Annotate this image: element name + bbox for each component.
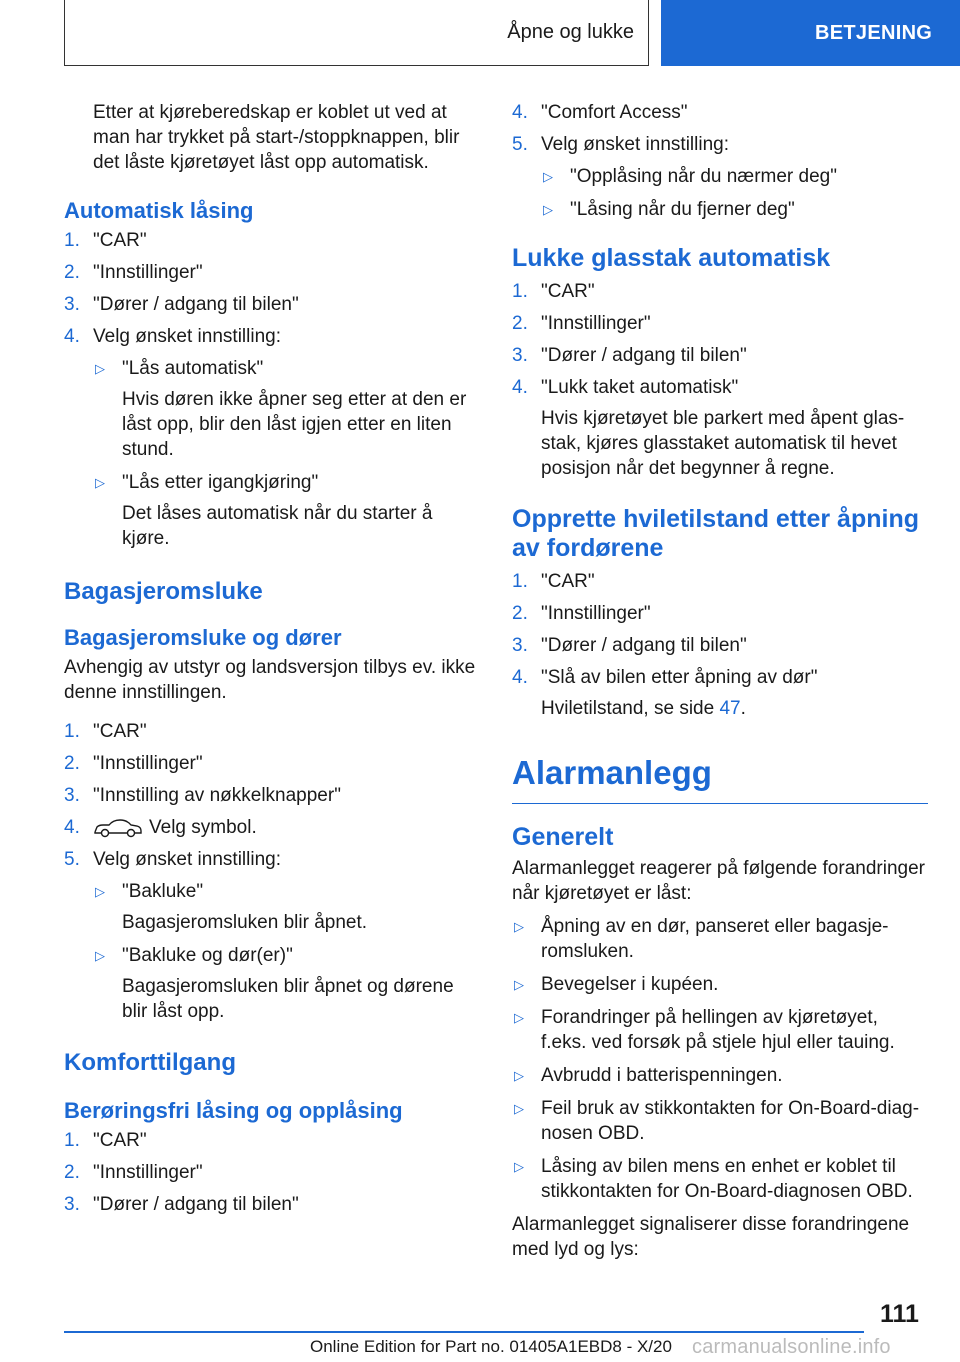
watermark: carmanualsonline.info bbox=[692, 1336, 891, 1358]
triangle-bullet-icon: ▷ bbox=[514, 977, 524, 992]
list-item: 3. "Dører / adgang til bilen" bbox=[512, 635, 747, 656]
list-item: 3. "Dører / adgang til bilen" bbox=[64, 1194, 299, 1215]
comfort-steps bbox=[64, 1128, 479, 1217]
trunk-steps bbox=[64, 719, 479, 1024]
list-item: 1. "CAR" bbox=[512, 571, 595, 592]
list-item: 4. Velg symbol. bbox=[64, 817, 257, 838]
list-item: 4. "Comfort Access" bbox=[512, 102, 688, 123]
footer-divider bbox=[64, 1331, 864, 1333]
list-item: 2. "Innstillinger" bbox=[64, 1162, 203, 1183]
list-item: 2. "Innstillinger" bbox=[64, 753, 203, 774]
list-item: 3. "Dører / adgang til bilen" bbox=[512, 345, 747, 366]
list-item: 1. "CAR" bbox=[512, 281, 595, 302]
triangle-bullet-icon: ▷ bbox=[95, 948, 105, 963]
subheading-keyless: Berøringsfri låsing og opplåsing bbox=[64, 1098, 403, 1123]
option-description: Bagasjeromsluken blir åpnet. bbox=[122, 912, 368, 933]
list-item: ▷ Bevegelser i kupéen. bbox=[514, 974, 719, 995]
alarm-outro: Alarmanlegget signaliserer disse forandringene med lyd og lys: bbox=[512, 1214, 910, 1260]
list-item: ▷ Forandringer på hellingen av kjøretøyet, f.eks. ved forsøk på stjele hjul eller tauing. bbox=[514, 1007, 895, 1053]
heading-alarm: Alarmanlegg bbox=[512, 753, 928, 804]
heading-comfort: Komforttilgang bbox=[64, 1049, 236, 1076]
triangle-bullet-icon: ▷ bbox=[95, 475, 105, 490]
triangle-bullet-icon: ▷ bbox=[95, 884, 105, 899]
option-item: ▷ "Lås etter igangkjøring" Det låses automatisk når du starter å kjøre. bbox=[93, 470, 479, 551]
option-description: Det låses automatisk når du starter å kjøre. bbox=[122, 503, 433, 549]
auto-lock-steps bbox=[64, 228, 479, 551]
list-item: 5. Velg ønsket innstilling: ▷ "Opplåsing når du nærmer deg" ▷ "Låsing når du fjerner deg" bbox=[512, 132, 928, 222]
chapter-tab: BETJENING bbox=[661, 0, 960, 66]
step-description: Hvis kjøretøyet ble parkert med åpent glas-stak, kjøres glasstaket automatisk til hevet posisjon når det begynner å regne. bbox=[541, 408, 905, 479]
heading-trunk: Bagasjeromsluke bbox=[64, 578, 263, 605]
intro-paragraph: Etter at kjøreberedskap er koblet ut ved at man har trykket på start-/stoppknappen, blir det låste kjøretøyet låst opp automatisk. bbox=[93, 102, 460, 173]
triangle-bullet-icon: ▷ bbox=[95, 361, 105, 376]
triangle-bullet-icon: ▷ bbox=[543, 202, 553, 217]
triangle-bullet-icon: ▷ bbox=[514, 1068, 524, 1083]
list-item: 4. "Slå av bilen etter åpning av dør" Hviletilstand, se side 47. bbox=[512, 665, 928, 721]
option-item: ▷ "Låsing når du fjerner deg" bbox=[543, 199, 795, 220]
page-reference-link[interactable]: 47 bbox=[719, 698, 741, 719]
step-description: Hviletilstand, se side 47. bbox=[541, 698, 746, 719]
page-number: 111 bbox=[880, 1300, 919, 1328]
list-item: 4. Velg ønsket innstilling: ▷ "Lås automatisk" Hvis døren ikke åpner seg etter at den er låst opp, blir den låst igjen etter en liten stund. ▷ "Lås etter igangkjøring" Det låses automatisk når du starter å kjøre. bbox=[64, 324, 479, 551]
subheading-trunk-doors: Bagasjeromsluke og dører bbox=[64, 625, 342, 650]
heading-auto-lock: Automatisk låsing bbox=[64, 198, 254, 223]
list-item: ▷ Feil bruk av stikkontakten for On-Board-diag-nosen OBD. bbox=[514, 1098, 920, 1144]
list-item: ▷ Avbrudd i batterispenningen. bbox=[514, 1065, 783, 1086]
trunk-intro: Avhengig av utstyr og landsversjon tilbys ev. ikke denne innstillingen. bbox=[64, 657, 476, 703]
list-item: 5. Velg ønsket innstilling: ▷ "Bakluke" Bagasjeromsluken blir åpnet. ▷ "Bakluke og dør(er)" Bagasjeromsluken blir åpnet og dørene blir låst opp. bbox=[64, 847, 479, 1024]
list-item: 1. "CAR" bbox=[64, 230, 147, 251]
left-column bbox=[64, 100, 479, 1224]
list-item: 2. "Innstillinger" bbox=[512, 603, 651, 624]
list-item: 1. "CAR" bbox=[64, 1130, 147, 1151]
option-item: ▷ "Bakluke og dør(er)" Bagasjeromsluken blir åpnet og dørene blir låst opp. bbox=[93, 943, 479, 1024]
car-key-icon bbox=[93, 817, 143, 839]
list-item: 2. "Innstillinger" bbox=[512, 313, 651, 334]
triangle-bullet-icon: ▷ bbox=[514, 1010, 524, 1025]
option-item: ▷ "Opplåsing når du nærmer deg" bbox=[543, 166, 837, 187]
right-column bbox=[512, 100, 928, 1270]
heading-rest-state: Opprette hviletilstand etter åpning av fordørene bbox=[512, 505, 919, 562]
list-item: 3. "Innstilling av nøkkelknapper" bbox=[64, 785, 341, 806]
edition-text: Online Edition for Part no. 01405A1EBD8 - X/20 bbox=[310, 1337, 672, 1356]
heading-sunroof: Lukke glasstak automatisk bbox=[512, 244, 831, 272]
option-description: Bagasjeromsluken blir åpnet og dørene blir låst opp. bbox=[122, 976, 454, 1022]
sunroof-steps bbox=[512, 279, 928, 481]
option-item: ▷ "Bakluke" Bagasjeromsluken blir åpnet. bbox=[93, 879, 479, 935]
list-item: 2. "Innstillinger" bbox=[64, 262, 203, 283]
triangle-bullet-icon: ▷ bbox=[514, 1159, 524, 1174]
option-item: ▷ "Lås automatisk" Hvis døren ikke åpner seg etter at den er låst opp, blir den låst igjen etter en liten stund. bbox=[93, 356, 479, 462]
rest-steps bbox=[512, 569, 928, 721]
list-item: ▷ Låsing av bilen mens en enhet er koblet til stikkontakten for On-Board-diagnosen OBD. bbox=[514, 1156, 913, 1202]
list-item: 4. "Lukk taket automatisk" Hvis kjøretøyet ble parkert med åpent glas-stak, kjøres glasstaket automatisk til hevet posisjon når det begynner å regne. bbox=[512, 375, 928, 481]
page-header bbox=[0, 0, 960, 66]
list-item: 3. "Dører / adgang til bilen" bbox=[64, 294, 299, 315]
alarm-intro: Alarmanlegget reagerer på følgende forandringer når kjøretøyet er låst: bbox=[512, 858, 925, 904]
section-title: Åpne og lukke bbox=[64, 0, 649, 66]
subheading-general: Generelt bbox=[512, 823, 614, 851]
list-item: ▷ Åpning av en dør, panseret eller bagasje-romsluken. bbox=[514, 916, 889, 962]
option-description: Hvis døren ikke åpner seg etter at den er låst opp, blir den låst igjen etter en liten stund. bbox=[122, 389, 467, 460]
triangle-bullet-icon: ▷ bbox=[514, 1101, 524, 1116]
triangle-bullet-icon: ▷ bbox=[514, 919, 524, 934]
list-item: 1. "CAR" bbox=[64, 721, 147, 742]
comfort-steps-continued bbox=[512, 100, 928, 222]
alarm-triggers bbox=[512, 914, 928, 1204]
triangle-bullet-icon: ▷ bbox=[543, 169, 553, 184]
